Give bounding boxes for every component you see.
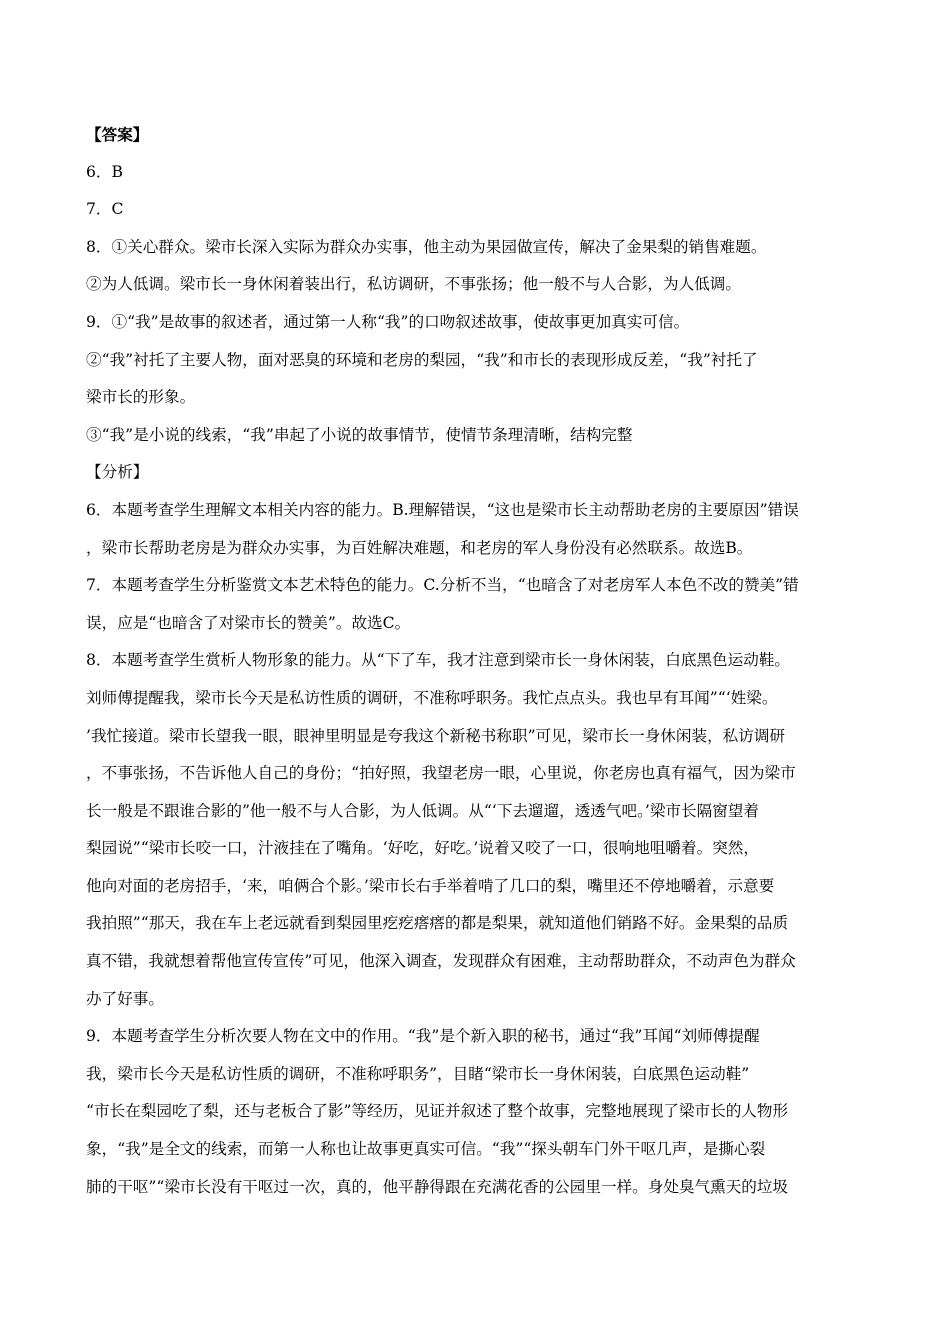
answer-8-point-2: ②为人低调。梁市长一身休闲着装出行，私访调研，不事张扬；他一般不与人合影，为人低调。: [86, 275, 741, 294]
analysis-line: 9．本题考查学生分析次要人物在文中的作用。“我”是个新入职的秘书，通过“我”耳闻“刘师傅提醒: [86, 1027, 760, 1046]
analysis-line: 误，应是“也暗含了对梁市长的赞美”。故选C。: [86, 613, 411, 632]
analysis-line: 8．本题考查学生赏析人物形象的能力。从“下了车，我才注意到梁市长一身休闲装，白底黑色运动鞋。: [86, 651, 791, 670]
answer-9-point-2: ②“我”衬托了主要人物，面对恶臭的环境和老房的梨园，“我”和市长的表现形成反差，“我”衬托了: [86, 350, 758, 369]
analysis-line: 我拍照”“那天，我在车上老远就看到梨园里疙疙瘩瘩的都是梨果，就知道他们销路不好。金果梨的品质: [86, 914, 789, 933]
analysis-heading: 【分析】: [86, 463, 149, 482]
analysis-line: “市长在梨园吃了梨，还与老板合了影”等经历，见证并叙述了整个故事，完整地展现了梁市长的人物形: [86, 1102, 789, 1121]
answer-9-point-3: ③“我”是小说的线索，“我”串起了小说的故事情节，使情节条理清晰，结构完整: [86, 425, 633, 444]
analysis-line: 长一般是不跟谁合影的”他一般不与人合影，为人低调。从“‘下去遛遛，透透气吧。’梁市长隔窗望着: [86, 801, 759, 820]
analysis-line: 肺的干呕”“梁市长没有干呕过一次，真的，他平静得跟在充满花香的公园里一样。身处臭气熏天的垃圾: [86, 1177, 789, 1196]
analysis-line: 刘师傅提醒我，梁市长今天是私访性质的调研，不准称呼职务。我忙点点头。我也早有耳闻”“‘姓梁。: [86, 688, 778, 707]
analysis-line: 我，梁市长今天是私访性质的调研，不准称呼职务”，目睹“梁市长一身休闲装，白底黑色运动鞋”: [86, 1064, 750, 1083]
analysis-line: 办了好事。: [86, 989, 164, 1008]
analysis-line: ’我忙接道。梁市长望我一眼，眼神里明显是夸我这个新秘书称职”可见，梁市长一身休闲装，私访调研: [86, 726, 786, 745]
document-page: [86, 116, 870, 1206]
analysis-line: ，梁市长帮助老房是为群众办实事，为百姓解决难题，和老房的军人身份没有必然联系。故选B。: [86, 538, 753, 557]
analysis-line: 6．本题考查学生理解文本相关内容的能力。B.理解错误，“这也是梁市长主动帮助老房的主要原因”错误: [86, 500, 799, 519]
answer-9-point-2-cont: 梁市长的形象。: [86, 388, 196, 407]
answer-7: 7．C: [86, 200, 124, 219]
analysis-line: 象，“我”是全文的线索，而第一人称也让故事更真实可信。“我”“探头朝车门外干呕几声，是撕心裂: [86, 1140, 766, 1159]
answer-9-point-1: 9．①“我”是故事的叙述者，通过第一人称“我”的口吻叙述故事，使故事更加真实可信。: [86, 312, 690, 331]
analysis-line: 梨园说”“梁市长咬一口，汁液挂在了嘴角。‘好吃，好吃。’说着又咬了一口，很响地咀嚼着。突然，: [86, 839, 759, 858]
analysis-line: 他向对面的老房招手，‘来，咱俩合个影。’梁市长右手举着啃了几口的梨，嘴里还不停地嚼着，示意要: [86, 876, 775, 895]
answer-6: 6．B: [86, 162, 123, 181]
analysis-line: 真不错，我就想着帮他宣传宣传”可见，他深入调查，发现群众有困难，主动帮助群众，不动声色为群众: [86, 952, 796, 971]
answer-8-point-1: 8．①关心群众。梁市长深入实际为群众办实事，他主动为果园做宣传，解决了金果梨的销售难题。: [86, 237, 767, 256]
analysis-line: ，不事张扬，不告诉他人自己的身份；“拍好照，我望老房一眼，心里说，你老房也真有福气，因为梁市: [86, 764, 796, 783]
analysis-line: 7．本题考查学生分析鉴赏文本艺术特色的能力。C.分析不当，“也暗含了对老房军人本色不改的赞美”错: [86, 576, 799, 595]
answer-heading: 【答案】: [86, 125, 149, 144]
